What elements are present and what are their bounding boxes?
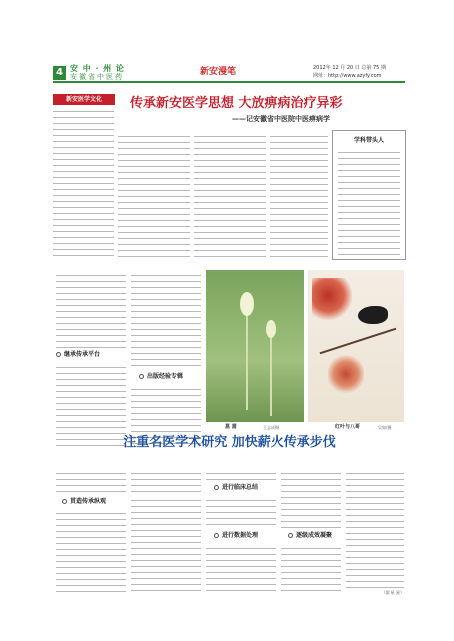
subhead-clinical-summary: 进行临床总结 [214,483,276,493]
page-number-badge: 4 [53,66,66,80]
subhead-results: 逐级成效凝聚 [288,531,342,541]
leader-box-text [338,149,400,257]
photo-calamus-caption: 菖 蒲 [225,424,237,430]
feature-col-1a [56,272,126,348]
bottom-col-1a [56,470,126,496]
bottom-col-3a [206,470,276,482]
article-col-2 [118,133,190,260]
masthead-rule [53,81,405,83]
red-leaves [312,278,352,322]
bottom-col-1b [56,510,126,596]
feature-headline: 注重名医学术研究 加快薪火传承步伐 [123,435,336,450]
article-col-1 [53,108,114,260]
bullet-icon [139,374,144,379]
article-col-4 [270,133,328,260]
bullet-icon [214,485,219,490]
masthead-logo-top: 安 中 · 州 论 [70,63,125,73]
feature-col-2a [131,272,201,368]
subhead-data: 进行数据处理 [214,531,276,541]
branch [320,328,397,355]
bullet-icon [288,533,293,538]
bottom-col-3b [206,497,276,529]
leader-box-title: 学科带头人 [353,137,384,144]
article-col-3 [194,133,266,260]
bullet-icon [62,499,67,504]
section-name: 新安漫笔 [200,67,237,77]
flower-bud [240,292,254,316]
main-headline: 传承新安医学思想 大放痹病治疗异彩 [130,96,343,111]
bottom-col-4a [281,470,341,530]
leader-box [332,130,406,260]
bullet-icon [214,533,219,538]
masthead [0,62,454,82]
main-subheadline: ——记安徽省中医院中医痹病学 [232,114,330,123]
bottom-col-2a [131,470,201,494]
bottom-col-3c [206,545,276,596]
subhead-inheritance: 继承传承平台 [56,350,126,360]
bottom-col-5 [346,470,404,588]
flower-stem [246,300,248,410]
subhead-overview: 贯造传承纵观 [62,497,126,507]
subhead-album: 出版经验专辑 [139,372,201,382]
masthead-logo-bottom: 安徽省中医药 [70,73,124,81]
photo-calamus-credit: 王志成摄 [263,425,279,430]
photo-bird-credit: 吴如/摄 [378,425,392,430]
bottom-col-2b [131,497,201,596]
photo-bird-caption: 红叶与八哥 [335,424,361,430]
red-leaves-2 [328,354,364,394]
website: 网址：http://www.azyfy.com [313,73,382,79]
myna-bird [358,306,388,324]
issue-date: 2012年 12 月 20 日 总第 75 期 [313,65,386,71]
flower-bud-2 [266,320,276,338]
photo-bird [308,270,404,422]
bullet-icon [56,352,61,357]
flower-stem-2 [270,326,272,416]
author-signoff: （梁 星 星） [381,590,404,595]
column-label: 新安医学文化 [53,94,115,105]
photo-calamus [206,270,304,422]
bottom-col-4b [281,545,341,596]
